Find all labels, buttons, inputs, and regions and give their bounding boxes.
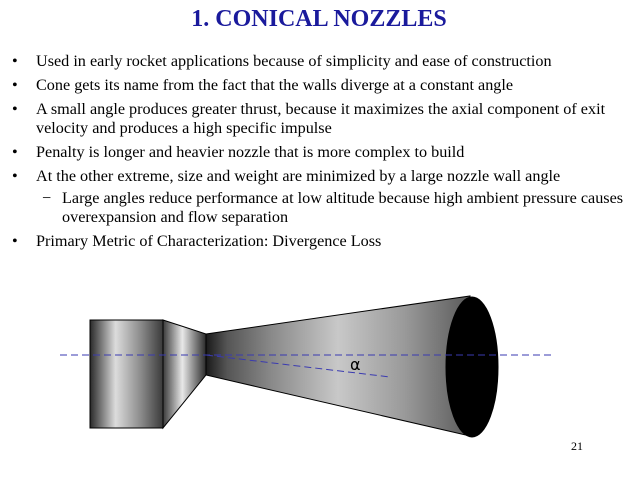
bullet-marker: •: [12, 167, 18, 185]
sub-bullet-item: [10, 189, 625, 227]
bullet-item: [10, 167, 625, 186]
bullet-text: Used in early rocket applications because of simplicity and ease of construction: [36, 52, 552, 70]
bullet-text: A small angle produces greater thrust, because it maximizes the axial component of exit velocity and produces a high specific impulse: [36, 100, 606, 137]
bullet-item: [10, 232, 625, 251]
bullet-marker: •: [12, 100, 18, 118]
sub-bullet-text: Large angles reduce performance at low altitude because high ambient pressure causes overexpansion and flow separation: [62, 189, 624, 226]
bullet-list: [10, 52, 625, 256]
bullet-item: [10, 100, 625, 138]
bullet-text: Primary Metric of Characterization: Divergence Loss: [36, 232, 382, 250]
converging-section: [163, 320, 206, 428]
slide-title: 1. CONICAL NOZZLES: [191, 6, 447, 32]
conical-nozzle-diagram: [0, 290, 638, 440]
angle-alpha-label: α: [350, 355, 361, 374]
bullet-item: [10, 143, 625, 162]
bullet-item: [10, 76, 625, 95]
page-number: 21: [571, 439, 583, 453]
bullet-marker: •: [12, 232, 18, 250]
bullet-item: [10, 52, 625, 71]
bullet-marker: •: [12, 143, 18, 161]
nozzle-exit: [446, 297, 498, 437]
diverging-cone: [206, 296, 470, 436]
bullet-text: Penalty is longer and heavier nozzle that is more complex to build: [36, 143, 465, 161]
bullet-marker: •: [12, 76, 18, 94]
bullet-text: Cone gets its name from the fact that the walls diverge at a constant angle: [36, 76, 514, 94]
bullet-marker: •: [12, 52, 18, 70]
sub-bullet-marker: −: [42, 189, 52, 207]
bullet-text: At the other extreme, size and weight are minimized by a large nozzle wall angle: [36, 167, 561, 185]
combustion-chamber: [90, 320, 163, 428]
